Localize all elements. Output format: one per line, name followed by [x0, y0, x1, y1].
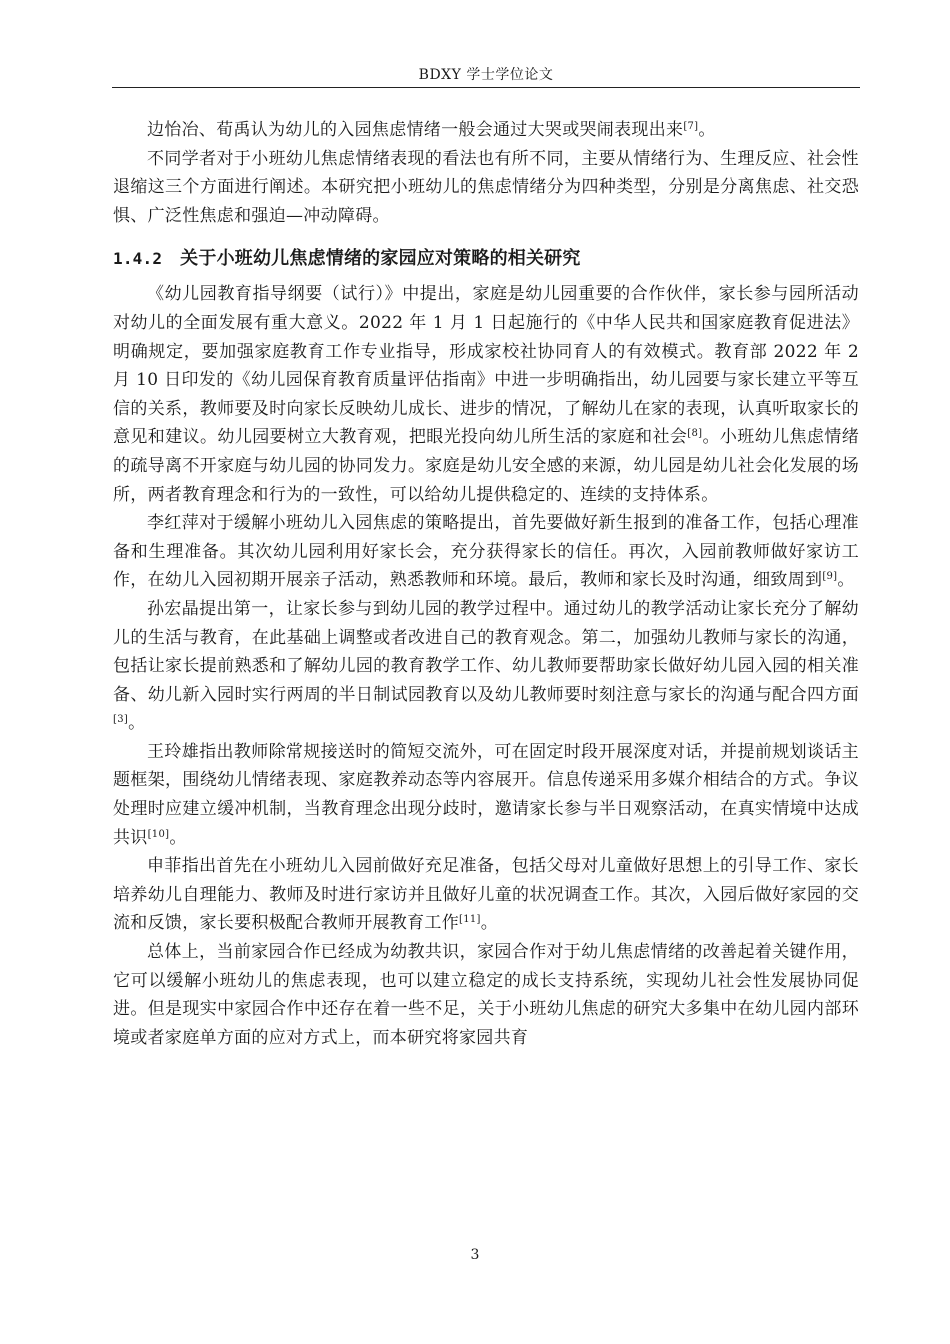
paragraph: 孙宏晶提出第一，让家长参与到幼儿园的教学过程中。通过幼儿的教学活动让家长充分了解幼儿的生活与教育，在此基础上调整或者改进自己的教育观念。第二，加强幼儿教师与家长的沟通，包括让家长提前熟悉和了解幼儿园的教育教学工作、幼儿教师要帮助家长做好幼儿园入园的相关准备、幼儿新入园时实行两周的半日制试园教育以及幼儿教师要时刻注意与家长的沟通与配合四方面[3]。: [113, 598, 859, 734]
body-text: [113, 116, 859, 1052]
section-heading: [113, 230, 859, 280]
paragraph: 王玲雄指出教师除常规接送时的简短交流外，可在固定时段开展深度对话，并提前规划谈话主题框架，围绕幼儿情绪表现、家庭教养动态等内容展开。信息传递采用多媒介相结合的方式。争议处理时应建立缓冲机制，当教育理念出现分歧时，邀请家长参与半日观察活动，在真实情境中达成共识[10]。: [113, 741, 859, 848]
citation: [7]: [683, 121, 699, 132]
section-title: 关于小班幼儿焦虑情绪的家园应对策略的相关研究: [180, 248, 581, 270]
running-header: BDXY 学士学位论文: [418, 67, 554, 83]
citation: [9]: [822, 571, 838, 583]
header-rule: [112, 87, 860, 88]
page-number: 3: [470, 1247, 480, 1263]
citation: [10]: [147, 828, 170, 840]
paragraph: 《幼儿园教育指导纲要（试行）》中提出，家庭是幼儿园重要的合作伙伴，家长参与园所活动对幼儿的全面发展有重大意义。2022 年 1 月 1 日起施行的《中华人民共和国家庭教育促进法》明确规定，要加强家庭教育工作专业指导，形成家校社协同育人的有效模式。教育部 2022 年 2 月 10 日印发的《幼儿园保育教育质量评估指南》中进一步明确指出，幼儿园要与家长建立平等互信的关系，教师要及时向家长反映幼儿成长、进步的情况，了解幼儿在家的表现，认真听取家长的意见和建议。幼儿园要树立大教育观，把眼光投向幼儿所生活的家庭和社会[8]。小班幼儿焦虑情绪的疏导离不开家庭与幼儿园的协同发力。家庭是幼儿安全感的来源，幼儿园是幼儿社会化发展的场所，两者教育理念和行为的一致性，可以给幼儿提供稳定的、连续的支持体系。: [113, 284, 859, 505]
paragraph: 边怡冶、荀禹认为幼儿的入园焦虑情绪一般会通过大哭或哭闹表现出来[7]。: [147, 120, 716, 140]
citation: [3]: [113, 714, 129, 726]
citation: [11]: [459, 914, 481, 926]
section-number: 1.4.2: [113, 249, 163, 269]
paragraph: 申菲指出首先在小班幼儿入园前做好充足准备，包括父母对儿童做好思想上的引导工作、家长培养幼儿自理能力、教师及时进行家访并且做好儿童的状况调查工作。其次，入园后做好家园的交流和反馈，家长要积极配合教师开展教育工作[11]。: [113, 856, 859, 934]
paragraph: 总体上，当前家园合作已经成为幼教共识，家园合作对于幼儿焦虑情绪的改善起着关键作用，它可以缓解小班幼儿的焦虑表现，也可以建立稳定的成长支持系统，实现幼儿社会性发展协同促进。但是现实中家园合作中还存在着一些不足，关于小班幼儿焦虑的研究大多集中在幼儿园内部环境或者家庭单方面的应对方式上，而本研究将家园共育: [113, 942, 859, 1048]
paragraph: 不同学者对于小班幼儿焦虑情绪表现的看法也有所不同，主要从情绪行为、生理反应、社会性退缩这三个方面进行阐述。本研究把小班幼儿的焦虑情绪分为四种类型，分别是分离焦虑、社交恐惧、广泛性焦虑和强迫—冲动障碍。: [113, 148, 859, 226]
paragraph: 李红萍对于缓解小班幼儿入园焦虑的策略提出，首先要做好新生报到的准备工作，包括心理准备和生理准备。其次幼儿园利用好家长会，充分获得家长的信任。再次，入园前教师做好家访工作，在幼儿入园初期开展亲子活动，熟悉教师和环境。最后，教师和家长及时沟通，细致周到[9]。: [113, 513, 859, 591]
citation: [8]: [687, 428, 703, 440]
